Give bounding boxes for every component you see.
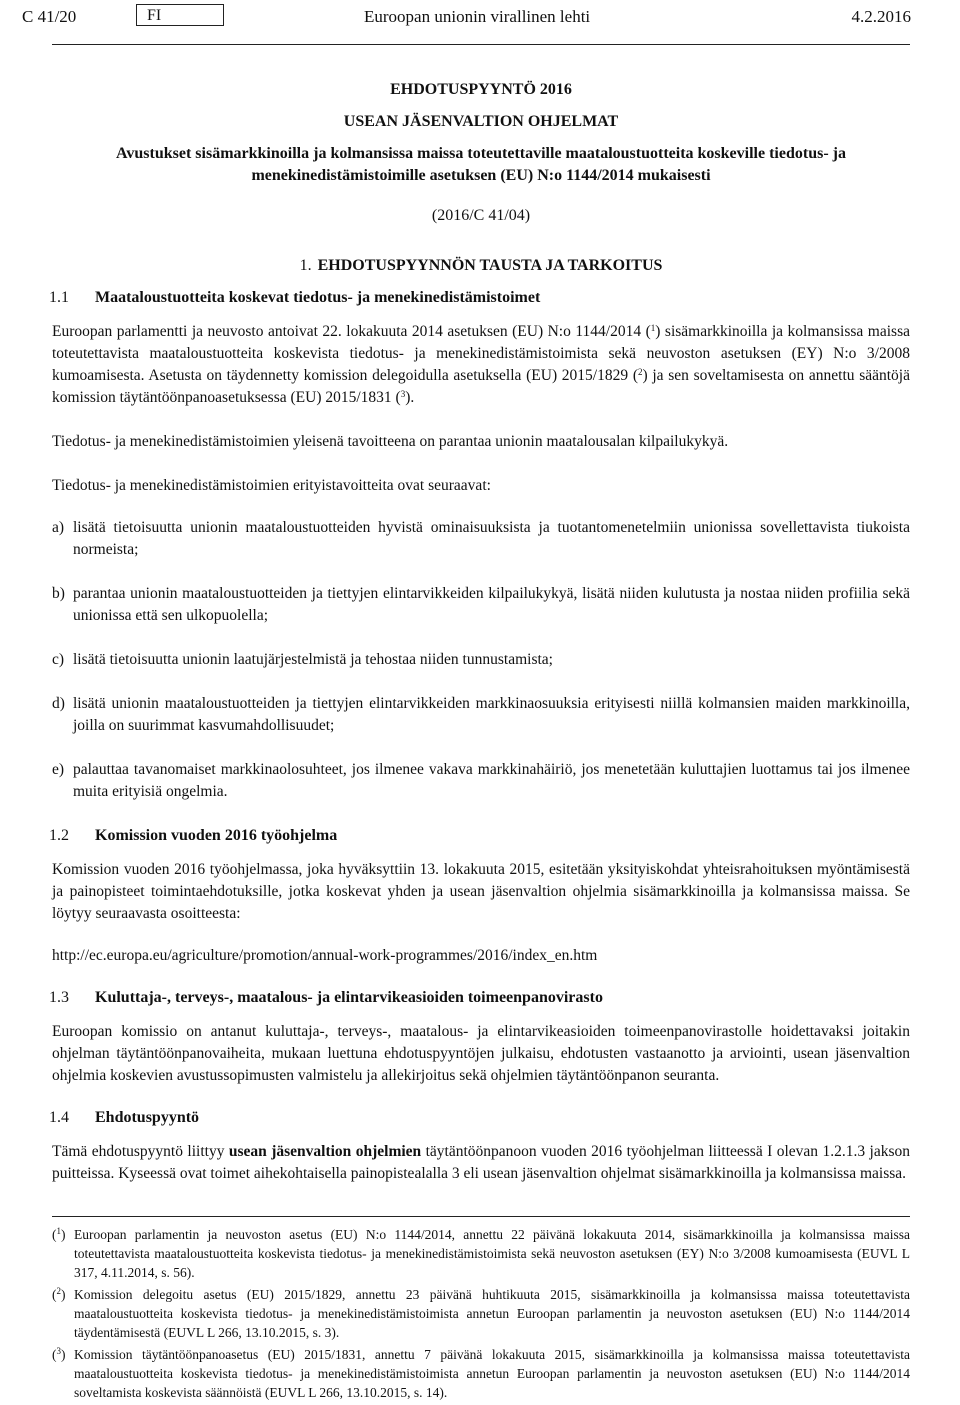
work-programme-link[interactable]: http://ec.europa.eu/agriculture/promotion/annual-work-programmes/2016/index_en.htm [52,947,598,964]
text-run: ) ja sen soveltamisesta on annettu sääntöjä komission täytäntöönpanoasetuksessa (EU) 2015/1831 ( [52,367,910,406]
subsection-number: 1.2 [49,827,69,844]
footnote-ref[interactable]: 1 [650,323,656,333]
list-text: parantaa unionin maataloustuotteiden ja tiettyjen elintarvikkeiden kilpailukykyä, lisätä niiden kulutusta ja nostaa niiden profiilia sekä unionissa että sen ulkopuolella; [73,585,910,624]
section-title: EHDOTUSPYYNNÖN TAUSTA JA TARKOITUS [317,257,663,274]
list-label: c) [52,651,65,668]
subsection-number: 1.4 [49,1109,69,1126]
footnote-mark: ($^2$) [52,1286,66,1302]
footnote [52,1285,910,1342]
paragraph: Komission vuoden 2016 työohjelmassa, joka hyväksyttiin 13. lokakuuta 2015, esitetään yksityiskohdat yhteisrahoituksen myöntämisestä ja painopisteet toimintaehdotuksille, jotka koskevat yhden ja usean jäsenvaltion ohjelmia sisämarkkinoilla ja kolmansissa maissa. Se löytyy seuraavasta osoitteesta: [52,861,910,922]
subsection-title: Ehdotuspyyntö [95,1109,200,1126]
subsection-title: Maataloustuotteita koskevat tiedotus- ja menekinedistämistoimet [95,289,541,306]
list-text: lisätä tietoisuutta unionin laatujärjestelmistä ja tehostaa niiden tunnustamista; [73,651,553,668]
footnote-number: 2 [56,1286,61,1296]
list-text: lisätä unionin maataloustuotteiden ja tiettyjen elintarvikkeiden markkinaosuuksia erityisesti niillä kolmansien maiden markkinoilla, joilla on suurimmat kasvumahdollisuudet; [73,695,910,734]
footnote-number: 1 [56,1226,61,1236]
document-page [22,0,911,1185]
section-1-heading [52,255,910,277]
paragraph: Tiedotus- ja menekinedistämistoimien yleisenä tavoitteena on parantaa unionin maatalousalan kilpailukykyä. [52,433,729,450]
list-item [52,583,910,627]
paragraph [52,1141,910,1185]
footnote [52,1225,910,1282]
subsection-number: 1.3 [49,989,69,1006]
footnote [52,1345,910,1402]
paragraph: Tiedotus- ja menekinedistämistoimien erityistavoitteita ovat seuraavat: [52,477,491,494]
subsection-1-3-heading [49,987,910,1009]
footnote-mark: ($^3$) [52,1346,66,1362]
footnote-text: Komission delegoitu asetus (EU) 2015/1829, annettu 23 päivänä huhtikuuta 2015, sisämarkkinoilla ja kolmansissa maissa toteutettavista maataloustuotteita koskevista tiedotus- ja menekinedistämistoimista annetun Euroopan parlamentin ja neuvoston asetuksen (EU) N:o 1144/2014 täydentämisestä (EUVL L 266, 13.10.2015, s. 3). [74,1287,910,1340]
list-label: d) [52,695,65,712]
document-reference: (2016/C 41/04) [431,207,531,224]
footnote-number: 3 [56,1346,61,1356]
page-header [22,0,911,45]
footnote-ref[interactable]: 2 [637,367,643,377]
text-run: ) sisämarkkinoilla ja kolmansissa maissa toteutettavista maataloustuotteita koskevista tiedotus- ja menekinedistämistoimista sekä neuvoston asetuksen (EY) N:o 3/2008 kumoamisesta. Asetusta on täydennetty komission delegoidulla asetuksella (EU) 2015/1829 ( [52,323,910,384]
subsection-title: Kuluttaja-, terveys-, maatalous- ja elintarvikeasioiden toimeenpanovirasto [95,989,603,1006]
paragraph [52,321,910,409]
paragraph: Euroopan komissio on antanut kuluttaja-, terveys-, maatalous- ja elintarvikeasioiden toimeenpanovirastolle hoidettavaksi joitakin ohjelman täytäntöönpanovaiheita, mukaan luettuna ehdotuspyyntöjen julkaisu, ehdotusten vastaanotto ja arviointi, usean jäsenvaltion ohjelmia koskevien avustussopimusten valmistelu ja allekirjoitus sekä ohjelmien täytäntöönpanon seuranta. [52,1023,910,1084]
text-run: Euroopan parlamentti ja neuvosto antoivat 22. lokakuuta 2014 asetuksen (EU) N:o 1144/2014 ( [52,323,651,340]
objectives-list [52,517,910,803]
list-text: lisätä tietoisuutta unionin maataloustuotteiden hyvistä ominaisuuksista ja tuotantomenetelmiin unionissa sovellettavista tiukoista normeista; [73,519,910,558]
subsection-1-4-heading [49,1107,910,1129]
document-subtitle: USEAN JÄSENVALTION OHJELMAT [343,113,619,130]
section-number: 1. [299,257,312,274]
journal-reference: C 41/20 [22,7,77,26]
publication-date: 4.2.2016 [851,7,911,26]
list-text: palauttaa tavanomaiset markkinaolosuhteet, jos ilmenee vakava markkinahäiriö, jos menetetään kuluttajien luottamus tai jos ilmenee muita erityisiä ongelmia. [73,761,910,800]
subsection-title: Komission vuoden 2016 työohjelma [95,827,338,844]
subsection-number: 1.1 [49,289,69,306]
document-title: EHDOTUSPYYNTÖ 2016 [390,81,572,98]
subsection-1-1-heading [49,287,910,309]
list-label: b) [52,585,65,602]
text-run: Tämä ehdotuspyyntö liittyy [52,1143,229,1160]
footnotes [52,1216,910,1405]
text-run: ). [405,389,415,406]
language-code: FI [136,4,224,26]
text-run: täytäntöönpanoon vuoden 2016 työohjelman liitteessä I olevan 1.2.1.3 jakson puitteissa. Kyseessä ovat toimet aihekohtaisella painopistealalla 3 eli usean jäsenvaltion ohjelmat sisämarkkinoilla ja kolmansissa maissa. [52,1143,910,1182]
publication-name: Euroopan unionin virallinen lehti [364,7,591,26]
document-description: Avustukset sisämarkkinoilla ja kolmansissa maissa toteutettaville maataloustuotteita koskeville tiedotus- ja menekinedistämistoimille asetuksen (EU) N:o 1144/2014 mukaisesti [116,145,846,184]
emphasis: usean jäsenvaltion ohjelmien [228,1143,422,1160]
list-item [52,693,910,737]
list-item [52,649,910,671]
list-label: a) [52,519,65,536]
footnote-ref[interactable]: 3 [400,389,406,399]
list-item [52,759,910,803]
footnote-text: Komission täytäntöönpanoasetus (EU) 2015/1831, annettu 7 päivänä lokakuuta 2015, sisämarkkinoilla ja kolmansissa maissa toteutettavista maataloustuotteita koskevista tiedotus- ja menekinedistämistoimista annetun Euroopan parlamentin ja neuvoston asetuksen (EU) N:o 1144/2014 soveltamista koskevista säännöistä (EUVL L 266, 13.10.2015, s. 14). [74,1347,910,1400]
list-label: e) [52,761,65,778]
list-item [52,517,910,561]
footnote-text: Euroopan parlamentin ja neuvoston asetus (EU) N:o 1144/2014, annettu 22 päivänä lokakuuta 2014, sisämarkkinoilla ja kolmansissa maissa toteutettavista maataloustuotteita koskevista tiedotus- ja menekinedistämistoimista sekä neuvoston asetuksen (EY) N:o 3/2008 kumoamisesta (EUVL L 317, 4.11.2014, s. 56). [74,1227,910,1280]
subsection-1-2-heading [49,825,910,847]
footnote-mark: ($^1$) [52,1226,66,1242]
